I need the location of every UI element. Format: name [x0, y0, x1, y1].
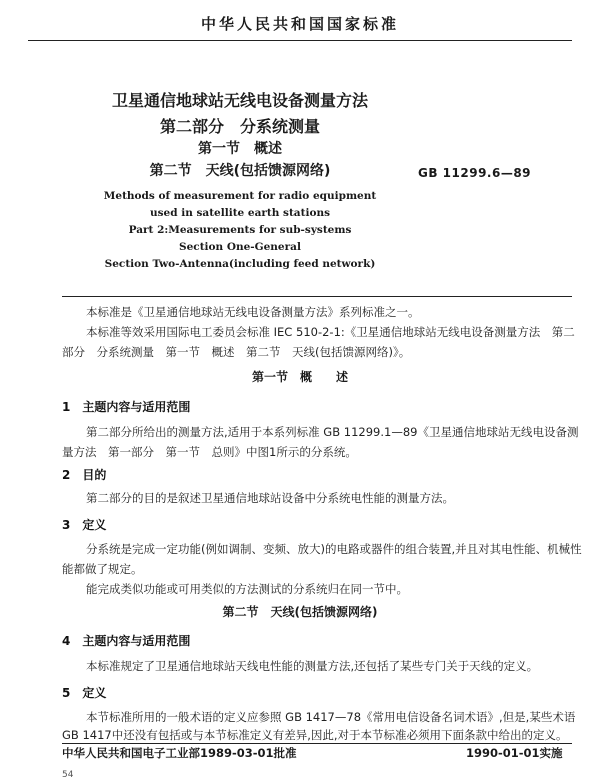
intro-paragraph-2-line2: 部分 分系统测量 第一节 概述 第二节 天线(包括馈源网络)》。 [62, 345, 411, 359]
intro-paragraph-2-line1: 本标准等效采用国际电工委员会标准 IEC 510-2-1:《卫星通信地球站无线电设备测量方法 第二 [86, 325, 575, 339]
clause1-heading: 1 主题内容与适用范围 [62, 400, 191, 414]
section2-title: 第二节 天线(包括馈源网络) [222, 605, 378, 619]
clause2-text: 第二部分的目的是叙述卫星通信地球站设备中分系统电性能的测量方法。 [86, 491, 454, 505]
title-rule [62, 296, 572, 297]
clause5-heading: 5 定义 [62, 686, 107, 700]
clause1-text-line2: 量方法 第一部分 第一节 总则》中图1所示的分系统。 [62, 445, 357, 459]
section1-title: 第一节 概 述 [251, 370, 348, 384]
title-cn-line1: 卫星通信地球站无线电设备测量方法 [111, 91, 368, 110]
title-en-line4: Section One-General [179, 241, 301, 253]
clause5-text-line2: GB 1417中还没有包括或与本节标准定义有差异,因此,对于本节标准必须用下面条款中给出的定义。 [62, 728, 568, 742]
clause4-heading: 4 主题内容与适用范围 [62, 634, 191, 648]
intro-paragraph-1: 本标准是《卫星通信地球站无线电设备测量方法》系列标准之一。 [86, 305, 420, 319]
implementation-date: 1990-01-01实施 [466, 746, 563, 760]
clause3-text-line1: 分系统是完成一定功能(例如调制、变频、放大)的电路或器件的组合装置,并且对其电性能、机械性 [86, 542, 582, 556]
title-en-line1: Methods of measurement for radio equipment [103, 190, 377, 202]
clause3-heading: 3 定义 [62, 518, 107, 532]
header-rule [28, 40, 572, 41]
page-number: 54 [62, 770, 74, 780]
clause2-heading: 2 目的 [62, 468, 107, 482]
national-standard-header: 中华人民共和国国家标准 [200, 15, 399, 33]
clause3-text-2: 能完成类似功能或可用类似的方法测试的分系统归在同一节中。 [86, 582, 408, 596]
title-en-line3: Part 2:Measurements for sub-systems [128, 224, 352, 236]
clause3-text-line2: 能都做了规定。 [62, 562, 143, 576]
clause4-text: 本标准规定了卫星通信地球站天线电性能的测量方法,还包括了某些专门关于天线的定义。 [86, 659, 539, 673]
title-en-line2: used in satellite earth stations [149, 207, 330, 219]
standard-code: GB 11299.6—89 [418, 166, 532, 180]
title-cn-line4: 第二节 天线(包括馈源网络) [149, 163, 331, 179]
approval-line: 中华人民共和国电子工业部1989-03-01批准 [62, 746, 297, 760]
title-cn-line2: 第二部分 分系统测量 [159, 117, 320, 136]
clause1-text-line1: 第二部分所给出的测量方法,适用于本系列标准 GB 11299.1—89《卫星通信地球站无线电设备测 [86, 425, 579, 439]
clause5-text-line1: 本节标准所用的一般术语的定义应参照 GB 1417—78《常用电信设备名词术语》,但是,某些术语 [86, 710, 576, 724]
title-cn-line3: 第一节 概述 [198, 141, 282, 157]
title-en-line5: Section Two-Antenna(including feed network) [104, 258, 376, 270]
footer-rule [62, 743, 572, 744]
